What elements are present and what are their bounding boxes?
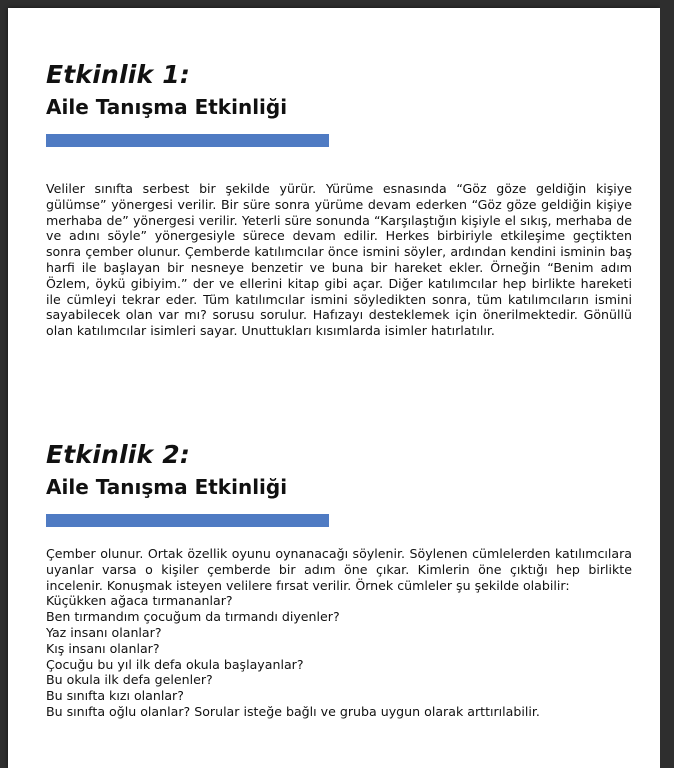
activity-2-subheading: Aile Tanışma Etkinliği <box>46 475 288 499</box>
example-item: Kış insanı olanlar? <box>46 640 160 656</box>
activity-1-accent-bar <box>46 134 329 147</box>
viewer-scroll-edge[interactable] <box>660 0 674 768</box>
activity-2-example-list <box>46 593 632 719</box>
document-page[interactable] <box>8 8 660 768</box>
example-item: Ben tırmandım çocuğum da tırmandı diyenler? <box>46 609 340 625</box>
example-item: Bu okula ilk defa gelenler? <box>46 672 213 688</box>
activity-1-heading: Etkinlik 1: <box>46 60 191 89</box>
example-item: Çocuğu bu yıl ilk defa okula başlayanlar? <box>46 656 304 672</box>
activity-2-accent-bar <box>46 514 329 527</box>
activity-1-subheading: Aile Tanışma Etkinliği <box>46 95 288 119</box>
example-item: Bu sınıfta kızı olanlar? <box>46 688 184 704</box>
activity-section-1 <box>46 60 632 339</box>
example-item: Küçükken ağaca tırmananlar? <box>46 593 233 609</box>
example-item: Yaz insanı olanlar? <box>46 624 162 640</box>
activity-2-heading: Etkinlik 2: <box>46 440 191 469</box>
activity-section-2 <box>46 440 632 720</box>
activity-2-paragraph: Çember olunur. Ortak özellik oyunu oynanacağı söylenir. Söylenen cümlelerden katılımcılara uyanlar varsa o kişiler çemberde bir adım öne çıkar. Kimlerin öne çıktığı hep birlikte incelenir. Konuşmak isteyen velilere fırsat verilir. Örnek cümleler şu şekilde olabilir: <box>46 546 632 593</box>
activity-1-paragraph: Veliler sınıfta serbest bir şekilde yürür. Yürüme esnasında “Göz göze geldiğin kişiye gülümse” yönergesi verilir. Bir süre sonra yürüme devam ederken “Göz göze geldiğin kişiye merhaba de” yönergesi verilir. Yeterli süre sonunda “Karşılaştığın kişiyle el sıkış, merhaba de ve adını söyle” yönergesiyle sürece devam edilir. Herkes birbiriyle etkileşime geçtikten sonra çember olunur. Çemberde katılımcılar önce ismini söyler, ardından kendini isminin baş harfi ile başlayan bir nesneye benzetir ve buna bir hareket ekler. Örneğin “Benim adım Özlem, öykü gibiyim.” der ve ellerini kitap gibi açar. Diğer katılımcılar hep birlikte hareketi ile cümleyi tekrar eder. Tüm katılımcılar ismini söyledikten sonra, tüm katılımcıların ismini sayabilecek olan var mı? sorusu sorulur. Hafızayı desteklemek için önerilmektedir. Gönüllü olan katılımcılar isimleri sayar. Unuttukları kısımlarda isimler hatırlatılır. <box>46 181 632 339</box>
example-item: Bu sınıfta oğlu olanlar? Sorular isteğe bağlı ve gruba uygun olarak arttırılabilir. <box>46 703 540 719</box>
